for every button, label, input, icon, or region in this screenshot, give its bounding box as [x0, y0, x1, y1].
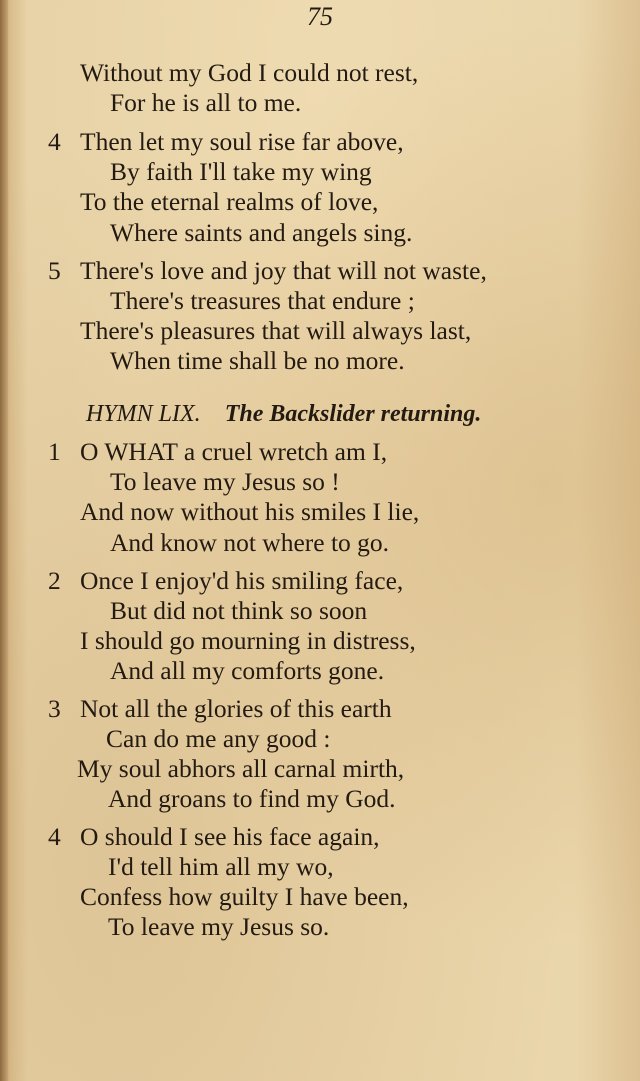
stanza-number: 4 — [48, 127, 61, 156]
verse-line: But did not think so soon — [110, 596, 368, 625]
verse-line: And know not where to go. — [110, 528, 390, 557]
verse-line: To leave my Jesus so. — [108, 912, 330, 941]
stanza-number: 3 — [48, 694, 61, 723]
verse-line: There's pleasures that will always last, — [80, 316, 472, 345]
verse-line: There's love and joy that will not waste, — [80, 256, 487, 285]
verse-line: Not all the glories of this earth — [80, 694, 392, 723]
verse-line: Once I enjoy'd his smiling face, — [80, 566, 404, 595]
verse-line: For he is all to me. — [110, 88, 302, 117]
verse-line: When time shall be no more. — [110, 346, 405, 375]
hymn-subtitle: The Backslider returning. — [224, 401, 482, 427]
verse-line: To the eternal realms of love, — [80, 187, 379, 216]
verse-line: O WHAT a cruel wretch am I, — [80, 437, 388, 466]
verse-line: I should go mourning in distress, — [80, 626, 416, 655]
page-number: 75 — [307, 2, 333, 31]
verse-line: My soul abhors all carnal mirth, — [77, 754, 405, 783]
verse-line: To leave my Jesus so ! — [110, 467, 340, 496]
verse-line: By faith I'll take my wing — [110, 157, 372, 186]
verse-line: I'd tell him all my wo, — [108, 852, 334, 881]
verse-line: Without my God I could not rest, — [80, 58, 419, 87]
verse-line: Where saints and angels sing. — [110, 218, 413, 247]
stanza-number: 5 — [48, 256, 61, 285]
verse-line: Confess how guilty I have been, — [80, 882, 409, 911]
verse-line: And groans to find my God. — [108, 784, 396, 813]
page-gutter-shadow — [0, 0, 8, 1081]
stanza-number: 2 — [48, 566, 61, 595]
verse-line: And now without his smiles I lie, — [80, 497, 420, 526]
verse-line: There's treasures that endure ; — [110, 286, 415, 315]
verse-line: Then let my soul rise far above, — [80, 127, 404, 156]
verse-line: And all my comforts gone. — [110, 656, 385, 685]
hymn-title: HYMN LIX. — [86, 401, 201, 427]
hymn-heading — [86, 399, 481, 429]
stanza-number: 4 — [48, 822, 61, 851]
verse-line: O should I see his face again, — [80, 822, 380, 851]
verse-line: Can do me any good : — [106, 724, 331, 753]
stanza-number: 1 — [48, 437, 61, 466]
